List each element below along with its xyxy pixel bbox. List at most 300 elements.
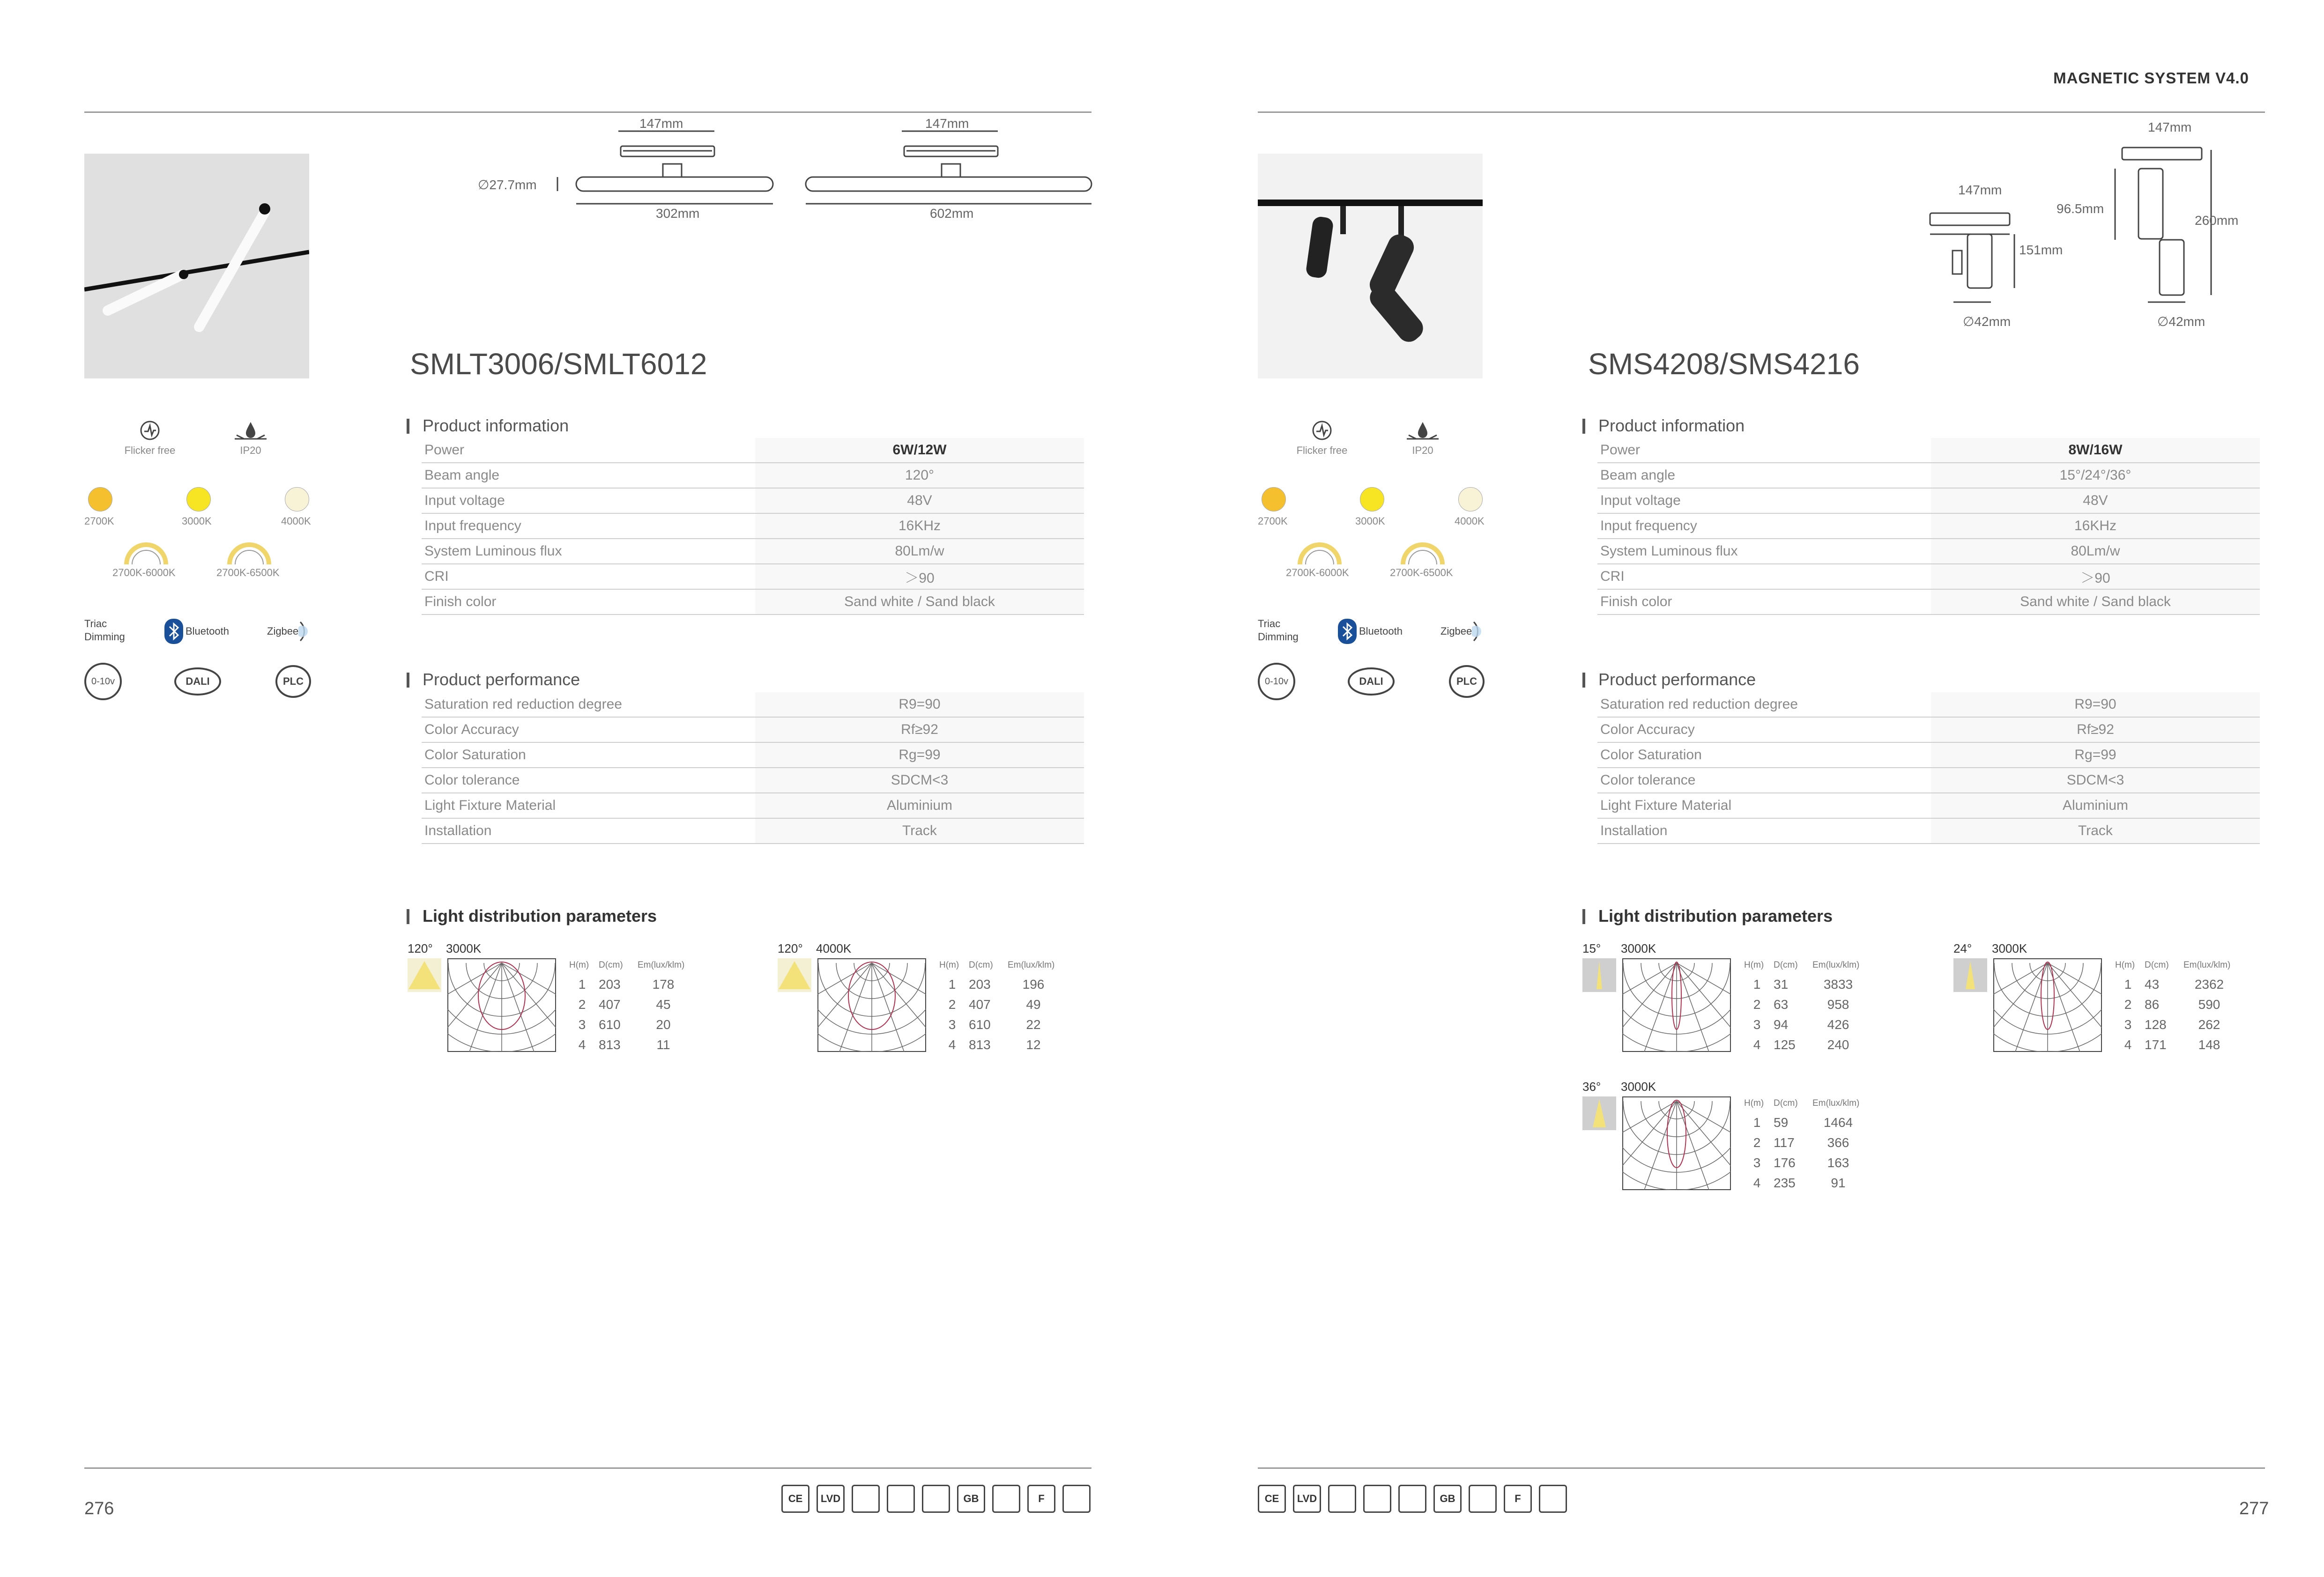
spec-table-performance-right [1597,692,2260,844]
info-left-label: Power [422,438,755,463]
info-right-value: 16KHz [1931,513,2260,539]
bluetooth-label: Bluetooth [186,625,229,637]
light-distribution-table [1744,1098,1868,1193]
bluetooth-icon [164,618,184,644]
performance-left-value: Aluminium [755,793,1084,818]
section-title-light-distribution-right: Light distribution parameters [1582,906,1833,926]
ip-label: IP20 [240,444,261,456]
performance-right-row [1597,692,2260,717]
cert-mark-icon [1328,1485,1356,1513]
diameter-cell: 235 [1774,1175,1796,1190]
height-cell: 3 [948,1017,956,1032]
info-left-label: Input frequency [422,513,755,539]
cert-mark-icon [1398,1485,1426,1513]
cert-mark-icon [887,1485,915,1513]
table-row [569,974,693,994]
light-distribution-block [778,941,1143,1059]
performance-left-label: Color Saturation [422,742,755,768]
ip-label-right: IP20 [1412,444,1433,456]
height-cell: 1 [948,977,956,992]
dali-icon-right [1348,667,1395,696]
performance-right-row [1597,793,2260,818]
table-row [2115,994,2239,1014]
performance-right-row [1597,742,2260,768]
info-left-label: System Luminous flux [422,539,755,564]
performance-left-row [422,818,1084,844]
info-left-row [422,463,1084,488]
performance-right-row [1597,768,2260,793]
light-distribution-block [1953,941,2319,1059]
zigbee-label: Zigbee [267,625,299,637]
cct-3000-swatch-right [1360,487,1384,511]
diameter-cell: 171 [2145,1037,2167,1052]
polar-diagram [1993,958,2102,1052]
diameter-cell: 31 [1774,977,1789,992]
performance-left-row [422,742,1084,768]
performance-left-row [422,768,1084,793]
table-row [569,994,693,1014]
height-cell: 3 [1753,1017,1761,1032]
info-right-value: Sand white / Sand black [1931,589,2260,615]
light-distribution-table [1744,960,1868,1055]
beam-icon [778,958,811,992]
flicker-free-label: Flicker free [124,444,176,456]
info-right-label: Input frequency [1597,513,1931,539]
bottom-rule-left [84,1467,1091,1469]
performance-right-value: Aluminium [1931,793,2260,818]
polar-cct-label: 4000K [816,941,852,955]
performance-left-row [422,692,1084,717]
info-left-row [422,589,1084,615]
zigbee-icon-right [1472,617,1491,645]
info-right-value: 48V [1931,488,2260,513]
diameter-cell: 86 [2145,997,2160,1012]
beam-angle-label: 15° [1582,941,1601,955]
illuminance-cell: 148 [2198,1037,2220,1052]
info-left-row [422,438,1084,463]
diameter-cell: 407 [599,997,621,1012]
cct-2700-label-right: 2700K [1258,515,1288,527]
info-left-label: Input voltage [422,488,755,513]
beam-angle-label: 24° [1953,941,1972,955]
tunable-arc-icon-c [1296,539,1343,567]
cct-4000-label: 4000K [281,515,311,527]
table-row [939,1014,1063,1035]
info-right-row [1597,539,2260,564]
performance-right-label: Color Saturation [1597,742,1931,768]
dim-length-b: 602mm [930,206,974,221]
beam-angle-label: 120° [778,941,803,955]
performance-left-value: R9=90 [755,692,1084,717]
tunable-label-b: 2700K-6500K [216,567,280,578]
info-left-row [422,564,1084,589]
light-distribution-block [1582,941,1948,1059]
cct-2700-label: 2700K [84,515,114,527]
plc-label-right: PLC [1456,675,1477,687]
section-title-performance-left: Product performance [407,670,580,689]
height-cell: 4 [948,1037,956,1052]
polar-diagram [1622,1096,1731,1190]
performance-right-value: R9=90 [1931,692,2260,717]
illuminance-cell: 426 [1827,1017,1849,1032]
dim-width-b: 147mm [925,116,969,131]
diameter-cell: 59 [1774,1115,1789,1130]
light-distribution-table [939,960,1063,1055]
tunable-label-a: 2700K-6000K [112,567,176,578]
diameter-cell: 813 [599,1037,621,1052]
dim-right-dia-2: ∅42mm [2157,314,2205,329]
illuminance-cell: 163 [1827,1155,1849,1170]
polar-header-h: H(m) [569,960,589,970]
performance-left-value: Rf≥92 [755,717,1084,742]
performance-left-label: Saturation red reduction degree [422,692,755,717]
info-left-row [422,488,1084,513]
flicker-free-icon-right [1289,419,1355,457]
height-cell: 2 [948,997,956,1012]
table-row [569,1014,693,1035]
section-title-performance-right: Product performance [1582,670,1756,689]
illuminance-cell: 45 [656,997,671,1012]
plc-label: PLC [283,675,304,687]
height-cell: 2 [1753,1135,1761,1150]
performance-right-label: Light Fixture Material [1597,793,1931,818]
illuminance-cell: 178 [652,977,675,992]
light-distribution-table [569,960,693,1055]
table-row [939,1035,1063,1055]
dim-right-dia-1: ∅42mm [1963,314,2011,329]
diameter-cell: 43 [2145,977,2160,992]
zigbee-label-right: Zigbee [1440,625,1472,637]
tunable-label-d: 2700K-6500K [1390,567,1453,578]
light-distribution-block [408,941,773,1059]
tunable-arc-icon-d [1399,539,1446,567]
info-left-row [422,539,1084,564]
light-distribution-block [1582,1080,1948,1197]
performance-left-label: Color Accuracy [422,717,755,742]
polar-header-d: D(cm) [969,960,993,970]
dimension-drawing-left [468,117,1096,230]
height-cell: 4 [2124,1037,2132,1052]
performance-right-label: Installation [1597,818,1931,844]
dim-right-width-2: 147mm [2148,120,2192,134]
dimming-0-10v-icon [84,663,122,700]
polar-cct-label: 3000K [1621,941,1656,955]
diameter-cell: 813 [969,1037,991,1052]
info-right-value: 15°/24°/36° [1931,463,2260,488]
table-row [939,994,1063,1014]
polar-header-h: H(m) [1744,1098,1764,1108]
illuminance-cell: 1464 [1823,1115,1853,1130]
flicker-free-label-right: Flicker free [1296,444,1348,456]
product-photo-right [1258,154,1483,378]
cert-mark-icon: CE [781,1485,809,1513]
diameter-cell: 63 [1774,997,1789,1012]
height-cell: 2 [1753,997,1761,1012]
info-right-label: Beam angle [1597,463,1931,488]
performance-right-value: Rf≥92 [1931,717,2260,742]
diameter-cell: 203 [599,977,621,992]
table-row [569,1035,693,1055]
performance-right-value: Track [1931,818,2260,844]
polar-header-d: D(cm) [1774,1098,1798,1108]
illuminance-cell: 2362 [2194,977,2224,992]
info-left-value: 6W/12W [755,438,1084,463]
performance-right-label: Color Accuracy [1597,717,1931,742]
polar-cct-label: 3000K [1992,941,2027,955]
section-title-product-info-left: Product information [407,416,569,436]
light-distribution-table [2115,960,2239,1055]
table-row [1744,1014,1868,1035]
performance-right-value: SDCM<3 [1931,768,2260,793]
polar-header-em: Em(lux/klm) [1812,960,1860,970]
catalog-title: MAGNETIC SYSTEM V4.0 [2053,69,2249,87]
polar-header-em: Em(lux/klm) [1008,960,1055,970]
bluetooth-badge-right [1337,618,1403,644]
performance-left-row [422,793,1084,818]
illuminance-cell: 366 [1827,1135,1849,1150]
tunable-label-c: 2700K-6000K [1286,567,1349,578]
diameter-cell: 128 [2145,1017,2167,1032]
illuminance-cell: 590 [2198,997,2220,1012]
info-right-label: Power [1597,438,1931,463]
polar-header-em: Em(lux/klm) [2183,960,2231,970]
cert-mark-icon [852,1485,880,1513]
info-right-value: ＞90 [1931,564,2260,589]
performance-right-row [1597,818,2260,844]
spec-table-info-left [422,438,1084,615]
cert-mark-icon [1469,1485,1497,1513]
cert-mark-icon: GB [1433,1485,1462,1513]
cert-mark-icon: GB [957,1485,985,1513]
table-row [1744,994,1868,1014]
beam-angle-label: 36° [1582,1080,1601,1094]
info-left-value: ＞90 [755,564,1084,589]
illuminance-cell: 240 [1827,1037,1849,1052]
bluetooth-label-right: Bluetooth [1359,625,1403,637]
cct-4000-label-right: 4000K [1455,515,1485,527]
illuminance-cell: 91 [1831,1175,1846,1190]
performance-left-value: SDCM<3 [755,768,1084,793]
info-right-label: Input voltage [1597,488,1931,513]
dim-length-a: 302mm [656,206,700,221]
performance-left-label: Color tolerance [422,768,755,793]
spec-table-info-right [1597,438,2260,615]
plc-icon [275,665,311,698]
illuminance-cell: 3833 [1823,977,1853,992]
polar-diagram [817,958,926,1052]
diameter-cell: 610 [599,1017,621,1032]
dim-width-a: 147mm [639,116,683,131]
polar-header-h: H(m) [939,960,959,970]
illuminance-cell: 958 [1827,997,1849,1012]
dimming-0-10v-icon-right [1258,663,1295,700]
page-number-left: 276 [84,1499,114,1518]
info-left-value: 16KHz [755,513,1084,539]
height-cell: 3 [1753,1155,1761,1170]
performance-right-row [1597,717,2260,742]
cert-mark-icon: F [1504,1485,1532,1513]
table-row [939,974,1063,994]
height-cell: 3 [578,1017,586,1032]
dim-diameter: ∅27.7mm [478,178,537,192]
cert-mark-icon: LVD [1293,1485,1321,1513]
info-right-label: System Luminous flux [1597,539,1931,564]
beam-icon [1582,1096,1616,1130]
dimension-drawing-right [1902,117,2239,342]
model-name-right: SMS4208/SMS4216 [1588,347,1860,381]
tunable-arc-icon-a [123,539,170,567]
plc-icon-right [1449,665,1485,698]
tunable-arc-icon-b [226,539,273,567]
diameter-cell: 407 [969,997,991,1012]
illuminance-cell: 196 [1022,977,1045,992]
spec-table-performance-left [422,692,1084,844]
height-cell: 4 [1753,1175,1761,1190]
beam-icon [1953,958,1987,992]
bluetooth-badge [164,618,229,644]
cct-2700-swatch [88,487,112,511]
height-cell: 3 [2124,1017,2132,1032]
polar-diagram [447,958,556,1052]
info-right-value: 8W/16W [1931,438,2260,463]
height-cell: 4 [578,1037,586,1052]
beam-icon [1582,958,1616,992]
height-cell: 4 [1753,1037,1761,1052]
product-photo-left [84,154,309,378]
ip-icon [220,419,281,457]
zigbee-badge [267,617,317,645]
info-right-row [1597,438,2260,463]
dali-icon [174,667,221,696]
info-left-value: 80Lm/w [755,539,1084,564]
table-row [1744,974,1868,994]
table-row [1744,1153,1868,1173]
diameter-cell: 117 [1774,1135,1795,1150]
cert-mark-icon [1539,1485,1567,1513]
performance-left-row [422,717,1084,742]
dimming-0-10v-label-right: 0-10v [1264,676,1289,687]
triac-dimming-label: Triac Dimming [84,618,125,643]
table-row [2115,1014,2239,1035]
cert-mark-icon: CE [1258,1485,1286,1513]
cct-2700-swatch-right [1262,487,1286,511]
table-row [1744,1112,1868,1133]
height-cell: 2 [2124,997,2132,1012]
dali-label: DALI [186,675,210,687]
cert-mark-icon [1363,1485,1391,1513]
info-left-value: 48V [755,488,1084,513]
performance-left-value: Track [755,818,1084,844]
dim-right-height-1: 151mm [2019,243,2063,257]
performance-right-label: Color tolerance [1597,768,1931,793]
height-cell: 1 [1753,977,1761,992]
beam-angle-label: 120° [408,941,433,955]
table-row [2115,974,2239,994]
top-rule-left [84,111,1091,113]
cct-3000-label-right: 3000K [1355,515,1385,527]
zigbee-badge-right [1440,617,1491,645]
bluetooth-icon-right [1337,618,1357,644]
info-right-row [1597,513,2260,539]
table-row [1744,1035,1868,1055]
cct-4000-swatch [285,487,309,511]
polar-cct-label: 3000K [446,941,482,955]
performance-left-label: Installation [422,818,755,844]
illuminance-cell: 11 [656,1037,670,1052]
cert-mark-icon [922,1485,950,1513]
polar-diagram [1622,958,1731,1052]
diameter-cell: 125 [1774,1037,1796,1052]
section-title-light-distribution-left: Light distribution parameters [407,906,657,926]
polar-header-d: D(cm) [2145,960,2169,970]
cert-mark-icon [1062,1485,1091,1513]
info-right-row [1597,488,2260,513]
polar-header-d: D(cm) [1774,960,1798,970]
polar-header-h: H(m) [2115,960,2135,970]
flicker-free-icon [117,419,183,457]
section-title-product-info-right: Product information [1582,416,1745,436]
info-right-label: Finish color [1597,589,1931,615]
diameter-cell: 94 [1774,1017,1789,1032]
model-name-left: SMLT3006/SMLT6012 [410,347,707,381]
polar-header-em: Em(lux/klm) [638,960,685,970]
illuminance-cell: 20 [656,1017,671,1032]
zigbee-icon [298,617,317,645]
height-cell: 2 [578,997,586,1012]
performance-right-value: Rg=99 [1931,742,2260,768]
diameter-cell: 176 [1774,1155,1796,1170]
dim-right-height-3: 260mm [2195,213,2239,228]
cert-mark-icon: F [1027,1485,1055,1513]
performance-right-label: Saturation red reduction degree [1597,692,1931,717]
cct-3000-label: 3000K [182,515,212,527]
info-right-row [1597,463,2260,488]
dim-right-height-2: 96.5mm [2057,201,2104,216]
illuminance-cell: 262 [2198,1017,2220,1032]
top-rule-right [1258,111,2265,113]
illuminance-cell: 49 [1026,997,1041,1012]
dim-right-width-1: 147mm [1958,183,2002,197]
info-right-value: 80Lm/w [1931,539,2260,564]
performance-left-label: Light Fixture Material [422,793,755,818]
polar-cct-label: 3000K [1621,1080,1656,1094]
table-row [1744,1133,1868,1153]
triac-dimming-label-right: Triac Dimming [1258,618,1299,643]
info-left-label: CRI [422,564,755,589]
height-cell: 1 [1753,1115,1761,1130]
ip-icon-right [1392,419,1453,457]
diameter-cell: 610 [969,1017,991,1032]
info-right-row [1597,589,2260,615]
cct-4000-swatch-right [1458,487,1483,511]
info-left-value: Sand white / Sand black [755,589,1084,615]
diameter-cell: 203 [969,977,991,992]
cert-mark-icon [992,1485,1020,1513]
height-cell: 1 [2124,977,2132,992]
info-right-label: CRI [1597,564,1931,589]
cct-3000-swatch [186,487,211,511]
polar-header-d: D(cm) [599,960,623,970]
table-row [1744,1173,1868,1193]
info-right-row [1597,564,2260,589]
height-cell: 1 [578,977,586,992]
info-left-value: 120° [755,463,1084,488]
dimming-0-10v-label: 0-10v [91,676,115,687]
table-row [2115,1035,2239,1055]
beam-icon [408,958,441,992]
cert-mark-icon: LVD [817,1485,845,1513]
polar-header-h: H(m) [1744,960,1764,970]
